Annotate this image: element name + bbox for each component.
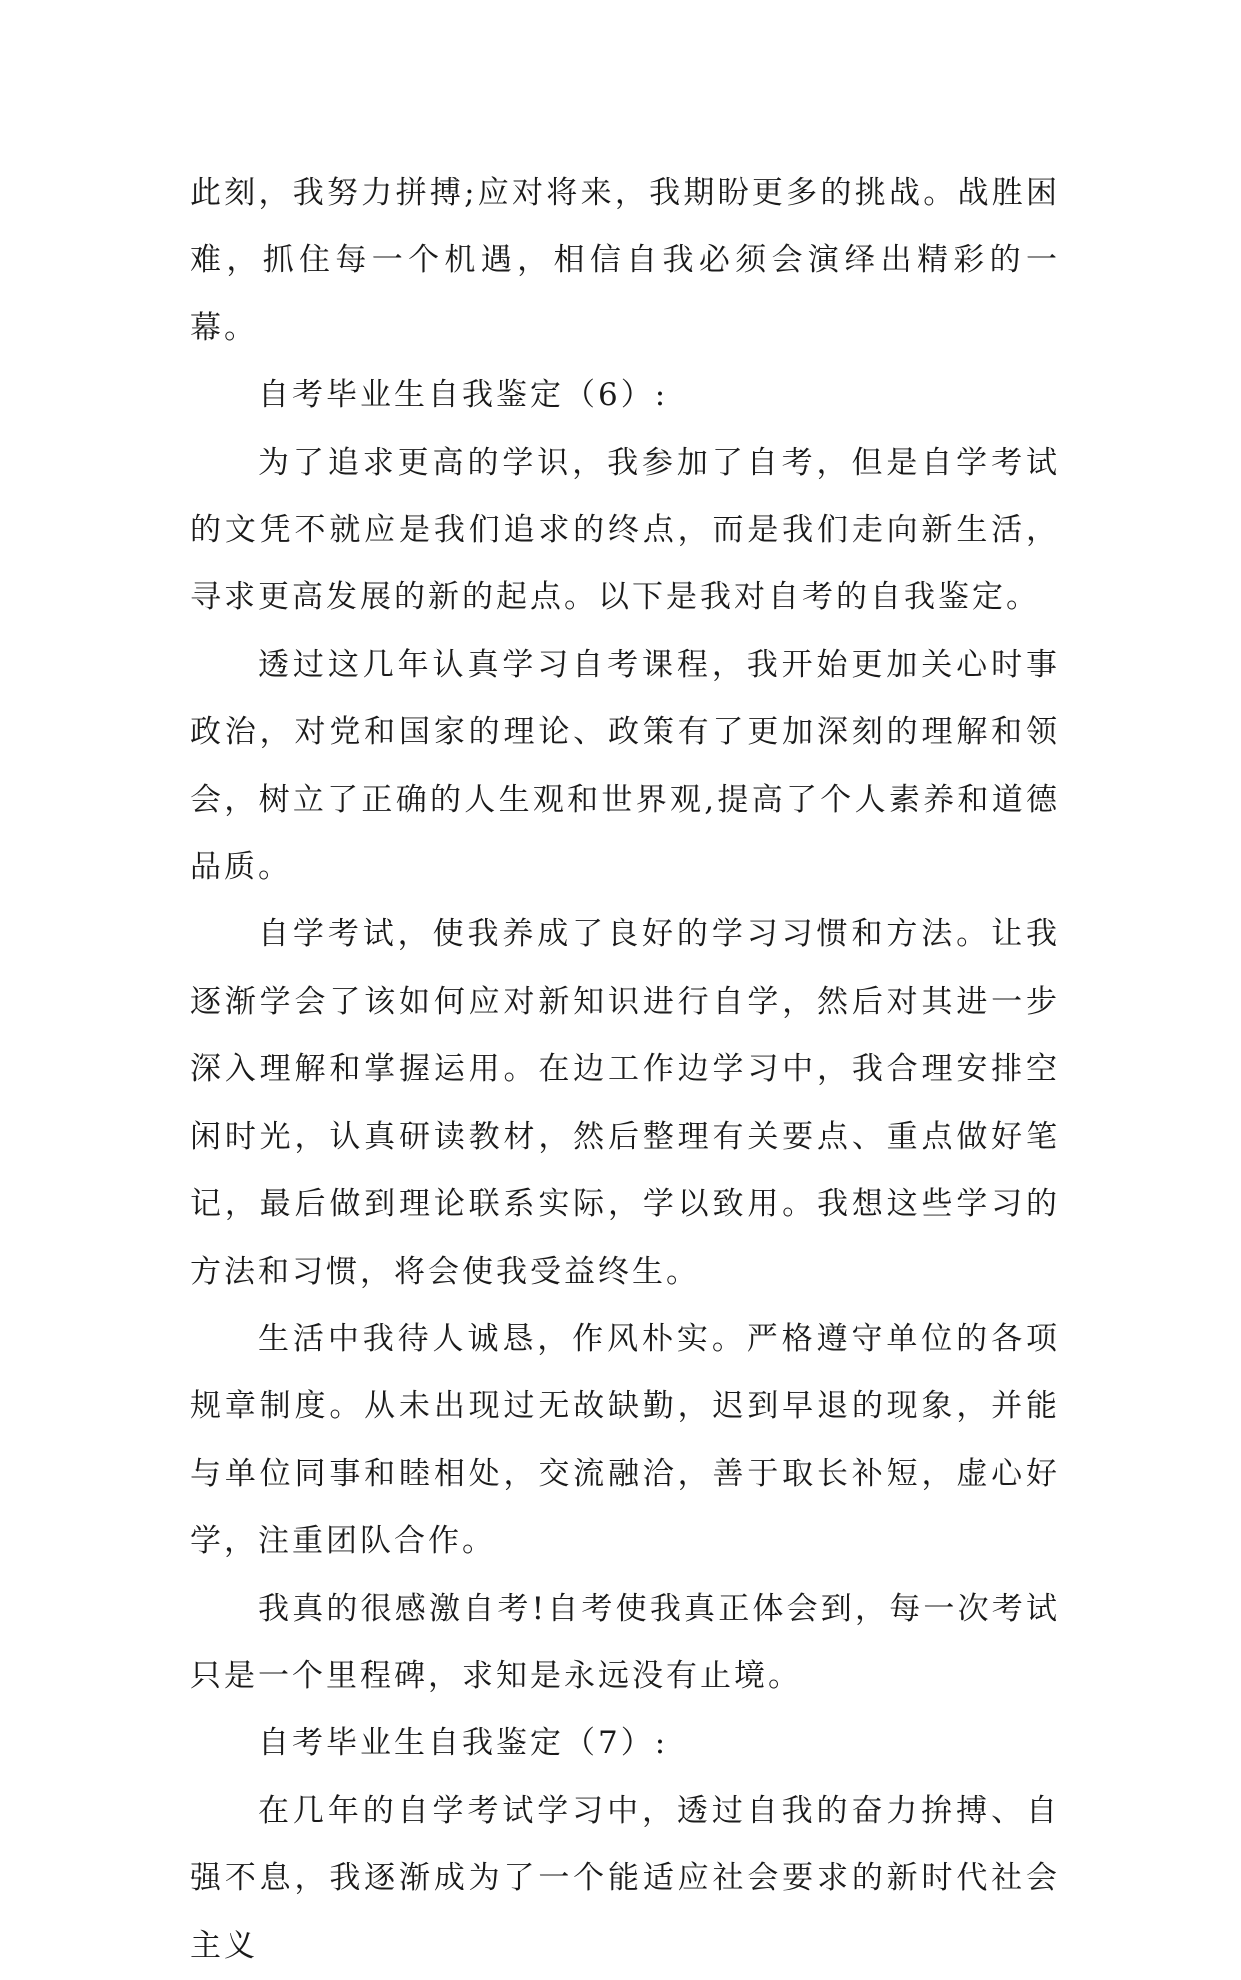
paragraph-work-life: 生活中我待人诚恳，作风朴实。严格遵守单位的各项规章制度。从未出现过无故缺勤，迟到早退的现象，并能与单位同事和睦相处，交流融洽，善于取长补短，虚心好学，注重团队合作。 xyxy=(190,1320,1060,1560)
paragraph-continuation: 此刻，我努力拼搏;应对将来，我期盼更多的挑战。战胜困难，抓住每一个机遇，相信自我必须会演绎出精彩的一幕。 xyxy=(190,175,1060,346)
paragraph-intro: 为了追求更高的学识，我参加了自考，但是自学考试的文凭不就应是我们追求的终点，而是我们走向新生活，寻求更高发展的新的起点。以下是我对自考的自我鉴定。 xyxy=(190,444,1060,616)
paragraph-section7-start: 在几年的自学考试学习中，透过自我的奋力拚搏、自强不息，我逐渐成为了一个能适应社会要求的新时代社会主义 xyxy=(190,1792,1060,1964)
paragraph-study-habits: 自学考试，使我养成了良好的学习习惯和方法。让我逐渐学会了该如何应对新知识进行自学，然后对其进一步深入理解和掌握运用。在边工作边学习中，我合理安排空闲时光，认真研读教材，然后整理有关要点、重点做好笔记，最后做到理论联系实际，学以致用。我想这些学习的方法和习惯，将会使我受益终生。 xyxy=(190,916,1060,1290)
paragraph-politics: 透过这几年认真学习自考课程，我开始更加关心时事政治，对党和国家的理论、政策有了更加深刻的理解和领会，树立了正确的人生观和世界观,提高了个人素养和道德品质。 xyxy=(190,646,1060,886)
paragraph-gratitude: 我真的很感激自考!自考使我真正体会到，每一次考试只是一个里程碑，求知是永远没有止境。 xyxy=(190,1590,1060,1694)
section-heading-6: 自考毕业生自我鉴定（6）: xyxy=(258,377,669,414)
document-body xyxy=(190,160,1060,1980)
section-heading-7: 自考毕业生自我鉴定（7）: xyxy=(258,1725,669,1762)
